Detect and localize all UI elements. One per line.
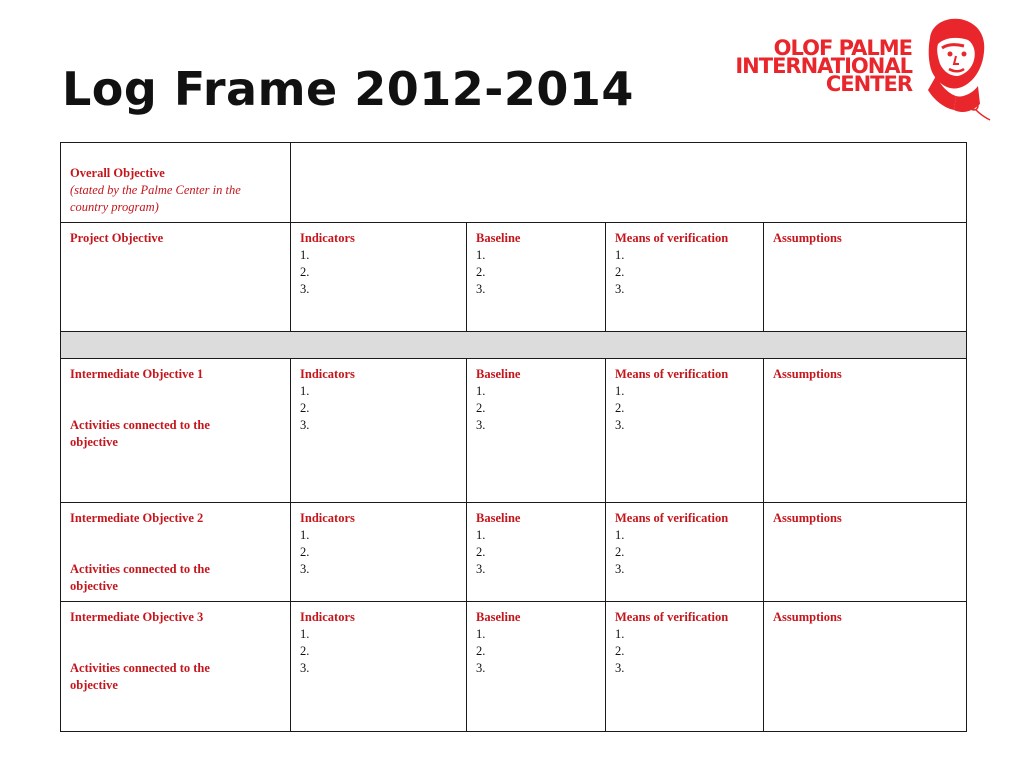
list-item: 2. [615, 265, 625, 279]
list-item: 2. [476, 401, 486, 415]
indicators-cell [291, 223, 467, 332]
baseline-cell [467, 223, 606, 332]
intermediate-objective-row [61, 503, 967, 602]
list-item: 3. [615, 562, 625, 576]
intermediate-objective-label: Intermediate Objective 3 [70, 610, 204, 624]
list-item: 3. [476, 661, 486, 675]
list-item: 1. [476, 248, 486, 262]
assumptions-header: Assumptions [773, 511, 842, 525]
page-title: Log Frame 2012-2014 [62, 62, 634, 116]
list-item: 3. [300, 282, 310, 296]
log-frame-table [60, 142, 967, 732]
list-item: 1. [300, 528, 310, 542]
assumptions-cell [764, 602, 967, 732]
intermediate-objective-row [61, 602, 967, 732]
logo-line-2: INTERNATIONAL [735, 54, 912, 78]
list-item: 2. [476, 644, 486, 658]
indicators-cell [291, 359, 467, 503]
list-item: 3. [615, 282, 625, 296]
activities-label: Activities connected to the [70, 562, 210, 576]
list-item: 2. [615, 401, 625, 415]
list-item: 3. [476, 418, 486, 432]
list-item: 1. [615, 248, 625, 262]
means-header: Means of verification [615, 231, 729, 245]
project-objective-row [61, 223, 967, 332]
intermediate-objective-label: Intermediate Objective 1 [70, 367, 204, 381]
baseline-header: Baseline [476, 610, 521, 624]
list-item: 3. [300, 661, 310, 675]
activities-label: Activities connected to the [70, 661, 210, 675]
indicators-cell [291, 602, 467, 732]
overall-objective-note-1: (stated by the Palme Center in the [70, 183, 241, 197]
activities-label-cont: objective [70, 579, 118, 593]
list-item: 2. [476, 545, 486, 559]
intermediate-objective-cell [61, 602, 291, 732]
indicators-cell [291, 503, 467, 602]
indicators-header: Indicators [300, 367, 355, 381]
list-item: 3. [300, 418, 310, 432]
means-header: Means of verification [615, 511, 729, 525]
activities-label-cont: objective [70, 678, 118, 692]
means-cell [606, 359, 764, 503]
list-item: 1. [476, 627, 486, 641]
overall-objective-label: Overall Objective [70, 166, 165, 180]
overall-objective-row [61, 143, 967, 223]
list-item: 3. [476, 282, 486, 296]
intermediate-objective-row [61, 359, 967, 503]
assumptions-header: Assumptions [773, 367, 842, 381]
list-item: 1. [300, 384, 310, 398]
list-item: 1. [476, 384, 486, 398]
baseline-cell [467, 602, 606, 732]
list-item: 2. [300, 644, 310, 658]
list-item: 3. [476, 562, 486, 576]
assumptions-cell [764, 503, 967, 602]
olof-palme-portrait-icon [916, 14, 994, 124]
list-item: 3. [300, 562, 310, 576]
means-header: Means of verification [615, 610, 729, 624]
list-item: 1. [476, 528, 486, 542]
activities-label: Activities connected to the [70, 418, 210, 432]
baseline-cell [467, 503, 606, 602]
baseline-header: Baseline [476, 511, 521, 525]
separator-cell [61, 332, 967, 359]
intermediate-objective-cell [61, 503, 291, 602]
list-item: 2. [300, 401, 310, 415]
overall-objective-cell [61, 143, 291, 223]
overall-objective-value [291, 143, 967, 223]
project-objective-label: Project Objective [70, 231, 164, 245]
list-item: 1. [300, 248, 310, 262]
means-cell [606, 503, 764, 602]
baseline-header: Baseline [476, 367, 521, 381]
logo-line-1: OLOF PALME [773, 36, 912, 60]
baseline-cell [467, 359, 606, 503]
logo [735, 14, 994, 126]
intermediate-objective-cell [61, 359, 291, 503]
list-item: 3. [615, 418, 625, 432]
means-header: Means of verification [615, 367, 729, 381]
list-item: 1. [615, 528, 625, 542]
list-item: 2. [615, 644, 625, 658]
list-item: 1. [615, 627, 625, 641]
means-cell [606, 223, 764, 332]
activities-label-cont: objective [70, 435, 118, 449]
indicators-header: Indicators [300, 511, 355, 525]
list-item: 2. [615, 545, 625, 559]
separator-row [61, 332, 967, 359]
list-item: 3. [615, 661, 625, 675]
list-item: 2. [476, 265, 486, 279]
baseline-header: Baseline [476, 231, 521, 245]
list-item: 1. [300, 627, 310, 641]
assumptions-header: Assumptions [773, 610, 842, 624]
logo-line-3: CENTER [825, 72, 912, 96]
indicators-header: Indicators [300, 231, 355, 245]
list-item: 2. [300, 265, 310, 279]
assumptions-cell [764, 223, 967, 332]
assumptions-header: Assumptions [773, 231, 842, 245]
means-cell [606, 602, 764, 732]
project-objective-cell [61, 223, 291, 332]
assumptions-cell [764, 359, 967, 503]
intermediate-objective-label: Intermediate Objective 2 [70, 511, 204, 525]
overall-objective-note-2: country program) [70, 200, 159, 214]
list-item: 1. [615, 384, 625, 398]
list-item: 2. [300, 545, 310, 559]
indicators-header: Indicators [300, 610, 355, 624]
